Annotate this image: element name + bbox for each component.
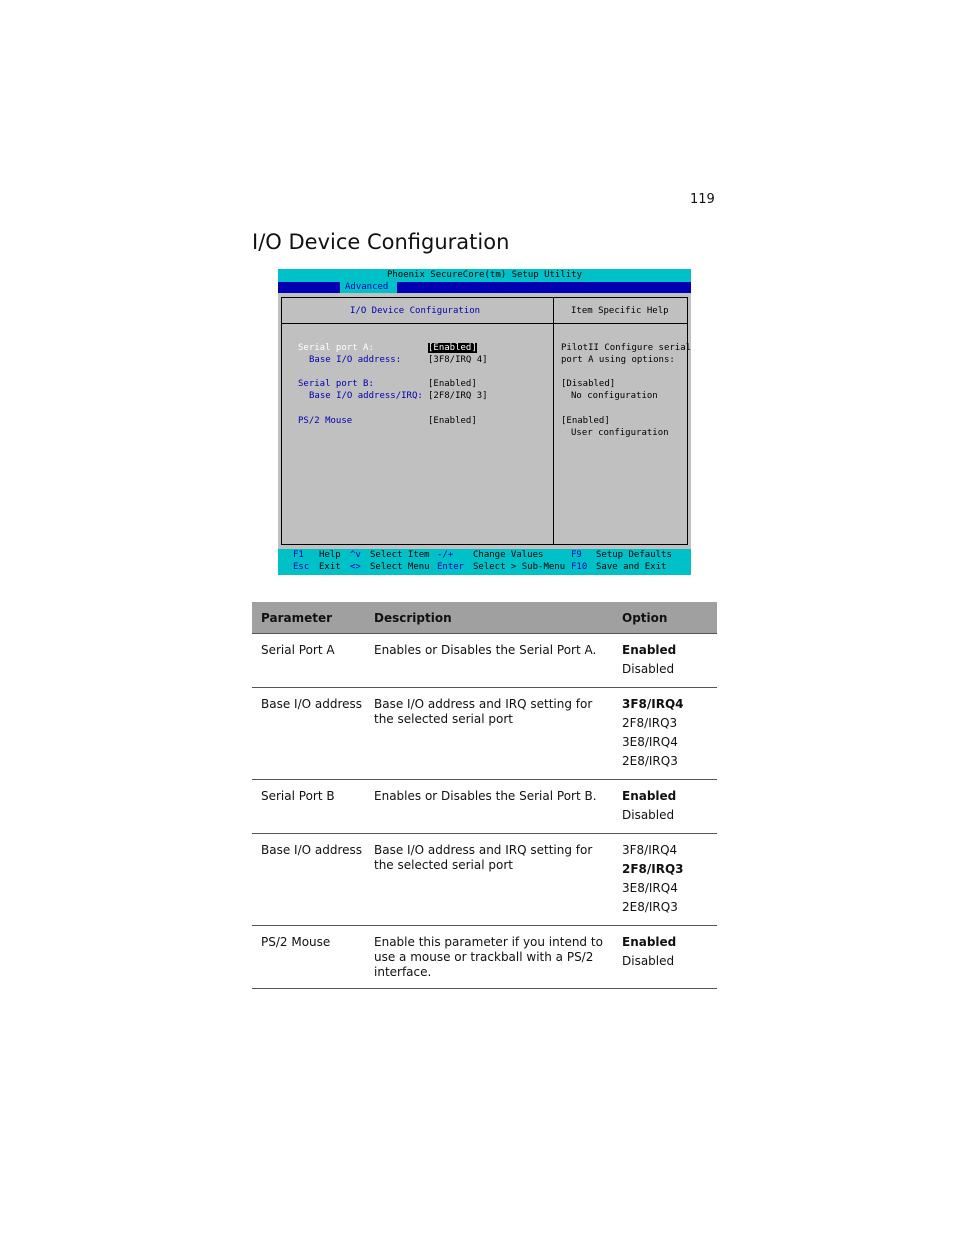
description-cell: Enables or Disables the Serial Port A. (365, 634, 613, 688)
bios-setting-value[interactable]: [Enabled] (428, 379, 477, 389)
enter-key: Enter (437, 562, 465, 572)
option-value: 2E8/IRQ3 (622, 754, 678, 768)
footer-label: Select Menu (370, 562, 430, 572)
bios-setting-label: Base I/O address: (309, 355, 402, 365)
bios-footer (278, 549, 691, 575)
page-number: 119 (690, 192, 715, 207)
default-option: 2F8/IRQ3 (622, 862, 684, 876)
minus-plus-key: -/+ (437, 550, 454, 560)
bios-screenshot (278, 269, 691, 575)
column-header: Parameter (252, 602, 365, 634)
table-row (252, 634, 717, 688)
bios-setting-label: Base I/O address/IRQ: (309, 391, 423, 401)
section-title: I/O Device Configuration (252, 230, 510, 254)
parameter-cell: Serial Port B (252, 780, 365, 834)
footer-label: Select Item (370, 550, 430, 560)
bios-setting-label: Serial port B: (298, 379, 374, 389)
help-text: User configuration (571, 428, 669, 438)
description-cell: Base I/O address and IRQ setting for the selected serial port (365, 688, 613, 780)
description-cell: Enable this parameter if you intend to use a mouse or trackball with a PS/2 interface. (365, 926, 613, 989)
bios-setting-row[interactable] (278, 343, 553, 355)
bios-setting-value[interactable] (428, 343, 477, 353)
parameter-cell: PS/2 Mouse (252, 926, 365, 989)
option-cell (613, 926, 717, 989)
bios-setting-row[interactable] (278, 391, 553, 403)
table-row (252, 688, 717, 780)
option-value: Disabled (622, 954, 675, 968)
option-value: Disabled (622, 662, 675, 676)
bios-title-bar: Phoenix SecureCore(tm) Setup Utility (278, 269, 691, 282)
up-down-arrow-icon: ^v (350, 550, 361, 560)
bios-setting-row[interactable] (278, 379, 553, 391)
default-option: Enabled (622, 935, 677, 949)
footer-label: Change Values (473, 550, 544, 560)
bios-setting-value[interactable]: [3F8/IRQ 4] (428, 355, 488, 365)
description-cell: Base I/O address and IRQ setting for the selected serial port (365, 834, 613, 926)
option-cell (613, 834, 717, 926)
bios-setting-row[interactable] (278, 416, 553, 428)
default-option: 3F8/IRQ4 (622, 697, 684, 711)
bios-selected-value[interactable]: [Enabled] (428, 343, 477, 353)
footer-label: Save and Exit (596, 562, 667, 572)
description-cell: Enables or Disables the Serial Port B. (365, 780, 613, 834)
help-text: [Enabled] (561, 416, 610, 426)
option-cell (613, 634, 717, 688)
default-option: Enabled (622, 643, 677, 657)
option-value: Disabled (622, 808, 675, 822)
bios-menu-bar (278, 282, 691, 293)
bios-subtitle: I/O Device Configuration (350, 306, 481, 316)
bios-setting-value[interactable]: [2F8/IRQ 3] (428, 391, 488, 401)
bios-setting-label: PS/2 Mouse (298, 416, 353, 426)
parameter-table (252, 602, 717, 989)
help-text: No configuration (571, 391, 658, 401)
bios-setting-row[interactable] (278, 355, 553, 367)
bios-setting-label: Serial port A: (298, 343, 374, 353)
bios-divider (553, 297, 554, 545)
default-option: Enabled (622, 789, 677, 803)
option-value: 3F8/IRQ4 (622, 843, 678, 857)
footer-label: Exit (319, 562, 341, 572)
f9-key: F9 (571, 550, 582, 560)
footer-label: Setup Defaults (596, 550, 672, 560)
help-text: port A using options: (561, 355, 675, 365)
esc-key: Esc (293, 562, 310, 572)
table-header-row (252, 602, 717, 634)
left-right-arrow-icon: <> (350, 562, 361, 572)
parameter-cell: Base I/O address (252, 688, 365, 780)
bios-setting-value[interactable]: [Enabled] (428, 416, 477, 426)
f10-key: F10 (571, 562, 588, 572)
parameter-cell: Serial Port A (252, 634, 365, 688)
table-row (252, 780, 717, 834)
footer-label: Select > Sub-Menu (473, 562, 566, 572)
option-cell (613, 780, 717, 834)
column-header: Description (365, 602, 613, 634)
f1-key: F1 (293, 550, 304, 560)
help-text: PilotII Configure serial (561, 343, 692, 353)
option-value: 3E8/IRQ4 (622, 881, 678, 895)
option-value: 2E8/IRQ3 (622, 900, 678, 914)
help-text: [Disabled] (561, 379, 616, 389)
bios-divider (281, 323, 688, 324)
option-cell (613, 688, 717, 780)
option-value: 2F8/IRQ3 (622, 716, 678, 730)
parameter-cell: Base I/O address (252, 834, 365, 926)
bios-help-title: Item Specific Help (571, 306, 669, 316)
tab-advanced[interactable]: Advanced (340, 282, 397, 293)
option-value: 3E8/IRQ4 (622, 735, 678, 749)
table-row (252, 834, 717, 926)
column-header: Option (613, 602, 717, 634)
table-row (252, 926, 717, 989)
footer-label: Help (319, 550, 341, 560)
